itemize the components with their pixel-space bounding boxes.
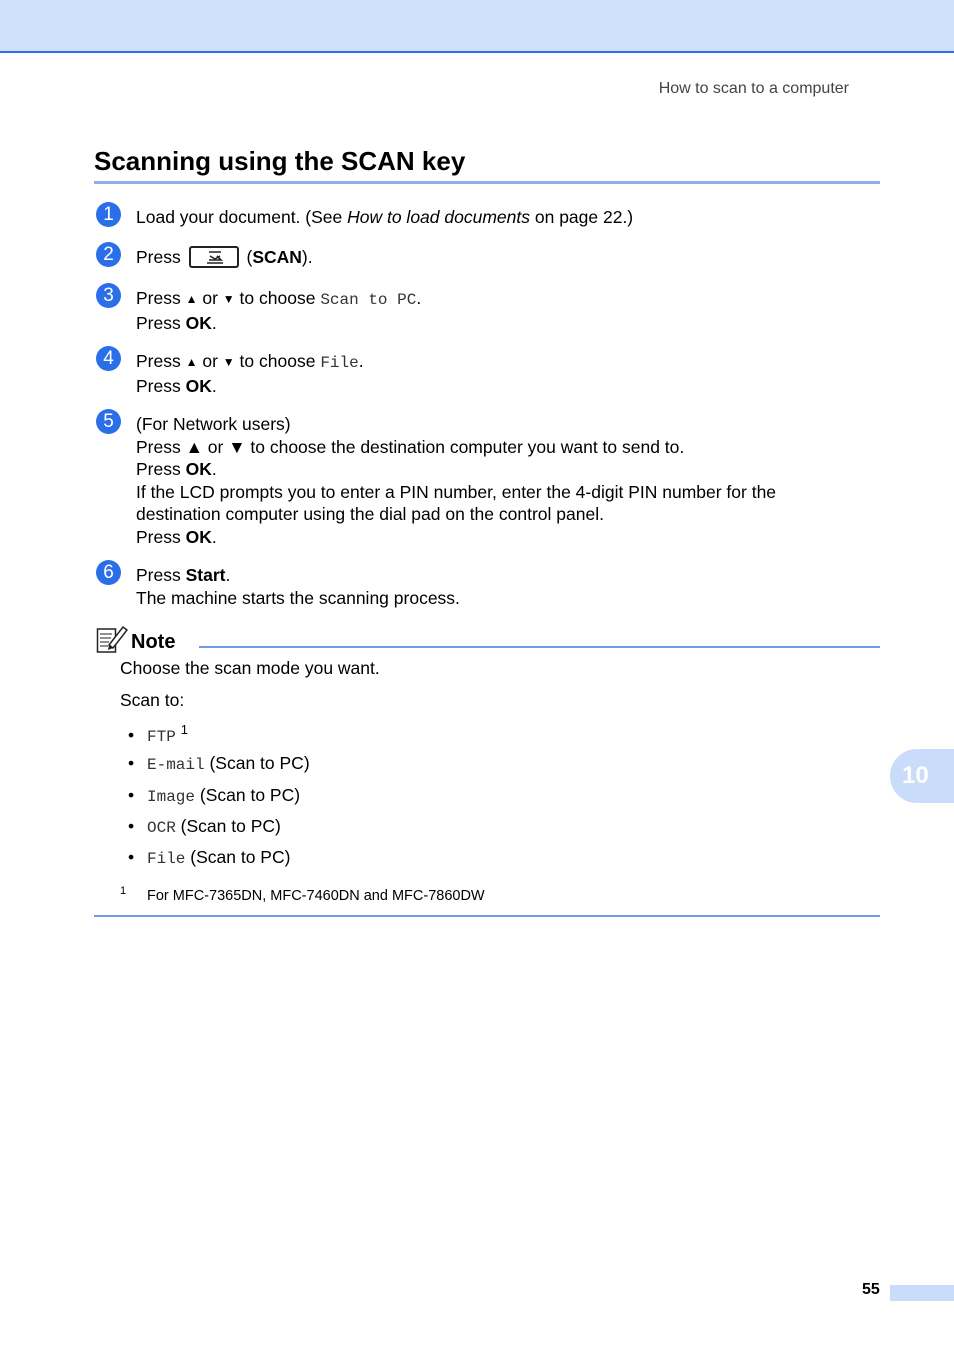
step-text-part: on page 22.) [530, 207, 634, 227]
step-text-part: or [197, 288, 223, 308]
step-line: Press ▲ or ▼ to choose the destination computer you want to send to. [136, 436, 685, 457]
step-text-part: to choose [234, 351, 321, 371]
step-text-part: Press [136, 565, 186, 585]
step-text-part: Load your document. (See [136, 207, 348, 227]
note-rule [199, 646, 880, 648]
key-name: Start [185, 565, 226, 585]
lcd-option: File [320, 354, 359, 372]
scan-mode-code: File [147, 850, 186, 869]
step-number: 2 [96, 242, 121, 267]
step-text-part: . [358, 351, 364, 371]
down-arrow-icon: ▼ [222, 292, 235, 306]
chapter-tab[interactable]: 10 [890, 749, 954, 803]
up-arrow-icon: ▲ [185, 355, 198, 369]
note-bottom-rule [94, 915, 880, 917]
step-text-part: to choose [234, 288, 321, 308]
step-text-part: . [211, 375, 217, 396]
step-text-part: . [416, 288, 422, 308]
key-name: SCAN [252, 247, 302, 267]
step-text [136, 206, 633, 229]
step-text-part: . [211, 526, 217, 547]
key-name: OK [185, 459, 212, 479]
lcd-option: Scan to PC [320, 291, 417, 309]
step-line: If the LCD prompts you to enter a PIN number, enter the 4-digit PIN number for the [136, 481, 777, 502]
scan-key-icon [189, 246, 239, 268]
footnote-ref: 1 [180, 722, 188, 737]
down-arrow-icon: ▼ [222, 355, 235, 369]
top-band [0, 0, 954, 53]
step-line: destination computer using the dial pad on the control panel. [136, 504, 604, 524]
note-pencil-icon [96, 624, 128, 659]
step-text [136, 564, 460, 609]
step-number: 4 [96, 346, 121, 371]
step-number: 1 [96, 202, 121, 227]
scan-mode-suffix: (Scan to PC) [204, 753, 310, 774]
title-rule [94, 181, 880, 184]
step-text-part: Press [136, 312, 186, 333]
note-intro: Choose the scan mode you want. [120, 658, 380, 678]
step-text-part: Press [136, 247, 181, 267]
key-name: OK [185, 526, 212, 547]
step-text [136, 413, 776, 548]
step-line: (For Network users) [136, 414, 291, 434]
scan-mode-code: FTP [147, 727, 176, 746]
step-text-part: Press [136, 375, 186, 396]
step-text [136, 350, 364, 397]
step-text-part: . [211, 459, 217, 479]
step-text-part: . [211, 312, 217, 333]
footnote-number: 1 [120, 885, 127, 897]
scan-mode-code: Image [147, 787, 196, 806]
scan-mode-suffix: (Scan to PC) [175, 815, 281, 836]
step-text-part: . [225, 565, 231, 585]
scan-mode-code: OCR [147, 818, 176, 837]
step-text [136, 246, 313, 269]
step-number: 5 [96, 409, 121, 434]
scan-mode-suffix: (Scan to PC) [185, 847, 291, 868]
step-text-part: ( [241, 247, 253, 267]
step-number: 6 [96, 560, 121, 585]
page-number: 55 [862, 1281, 880, 1298]
step-text-part: Press [136, 351, 186, 371]
up-arrow-icon: ▲ [185, 292, 198, 306]
note-scan-to: Scan to: [120, 690, 185, 710]
list-item: • OCR (Scan to PC) [128, 815, 281, 837]
list-item: • Image (Scan to PC) [128, 784, 301, 806]
step-text [136, 287, 421, 334]
list-item: • FTP $^1$ [128, 722, 188, 746]
key-name: OK [185, 375, 212, 396]
section-title: Scanning using the SCAN key [94, 146, 466, 176]
scan-mode-suffix: (Scan to PC) [195, 784, 301, 805]
scan-mode-list [128, 722, 310, 878]
step-text-part: Press [136, 459, 186, 479]
running-header: How to scan to a computer [658, 80, 849, 97]
step-text-part: Press [136, 526, 186, 547]
cross-reference-link[interactable]: How to load documents [347, 207, 530, 227]
step-text-part: or [197, 351, 223, 371]
footnote-text: For MFC-7365DN, MFC-7460DN and MFC-7860DW [147, 888, 485, 904]
key-name: OK [185, 312, 212, 333]
list-item: • E-mail (Scan to PC) [128, 753, 310, 775]
note-label: Note [131, 631, 176, 653]
step-text-part: ). [301, 247, 313, 267]
list-item: • File (Scan to PC) [128, 847, 291, 869]
step-number: 3 [96, 283, 121, 308]
step-text-part: Press [136, 288, 186, 308]
page-bar [890, 1285, 954, 1301]
scan-mode-code: E-mail [147, 756, 205, 775]
step-line: The machine starts the scanning process. [136, 587, 460, 608]
